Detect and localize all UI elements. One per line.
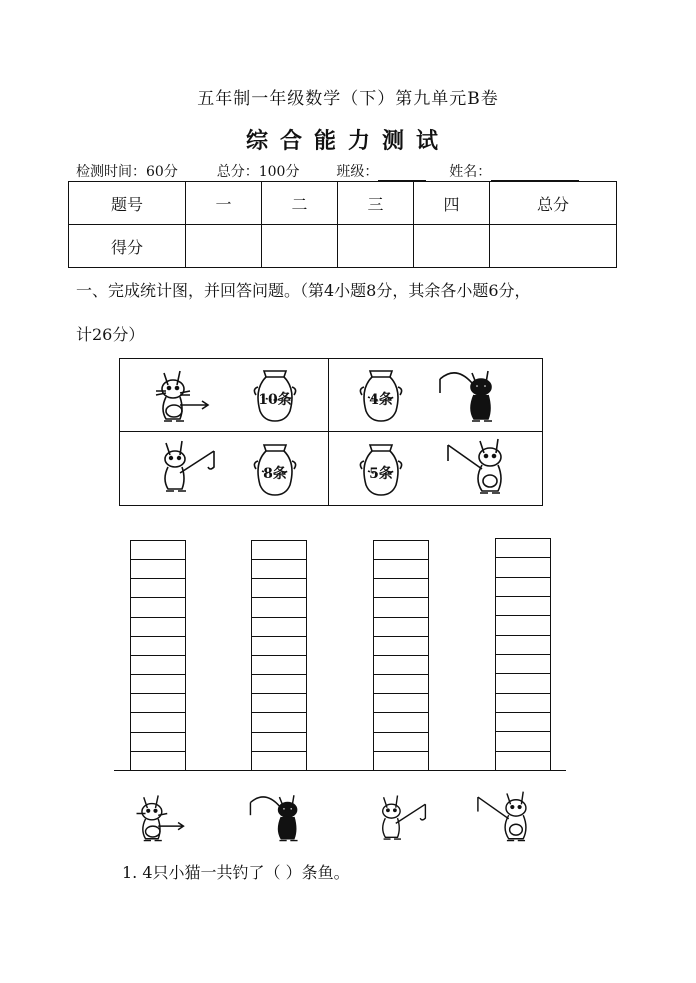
- bar-column-3[interactable]: [373, 540, 429, 771]
- bar-grid-cell[interactable]: [252, 694, 306, 713]
- header-cell-total: 总分: [490, 182, 617, 225]
- header-cell-3: 三: [338, 182, 414, 225]
- question1-line1: 一、完成统计图，并回答问题。（第4小题8分，其余各小题6分，: [76, 281, 531, 300]
- bar-grid-cell[interactable]: [252, 579, 306, 598]
- cat-fishing-rod-icon: [244, 788, 304, 846]
- bar-grid-cell[interactable]: [374, 694, 428, 713]
- class-label: 班级：: [336, 164, 379, 180]
- exam-title: 综合能力测试: [245, 128, 450, 154]
- bar-grid-cell[interactable]: [131, 637, 185, 656]
- cat-fishing-rod-icon: [446, 435, 512, 499]
- bar-column-2[interactable]: [251, 540, 307, 771]
- bar-grid-cell[interactable]: [252, 637, 306, 656]
- bar-grid-cell[interactable]: [131, 579, 185, 598]
- bar-grid-cell[interactable]: [496, 655, 550, 674]
- name-label: 姓名：: [449, 164, 492, 180]
- bar-grid-cell[interactable]: [496, 732, 550, 751]
- bar-grid-cell[interactable]: [374, 618, 428, 637]
- jar-label-1: 10条: [258, 392, 292, 408]
- name-blank[interactable]: [491, 166, 579, 181]
- header-cell-4: 四: [414, 182, 490, 225]
- score-cell-4[interactable]: [414, 225, 490, 268]
- bar-grid-cell[interactable]: [496, 616, 550, 635]
- bar-grid-cell[interactable]: [131, 598, 185, 617]
- bar-grid-cell[interactable]: [252, 541, 306, 560]
- bar-grid-cell[interactable]: [496, 558, 550, 577]
- bar-grid-cell[interactable]: [496, 539, 550, 558]
- bar-grid-cell[interactable]: [496, 674, 550, 693]
- cat-fishing-rod-icon: [474, 788, 538, 846]
- total-label: 总分：100分: [216, 164, 300, 180]
- exam-info-line: [76, 161, 579, 181]
- bar-grid-cell[interactable]: [374, 637, 428, 656]
- cat-fishing-rod-icon: [154, 437, 218, 499]
- bar-grid-cell[interactable]: [131, 618, 185, 637]
- bar-grid-cell[interactable]: [374, 713, 428, 732]
- exam-subtitle: 五年制一年级数学（下）第九单元B卷: [197, 89, 499, 109]
- bar-grid-cell[interactable]: [252, 713, 306, 732]
- bar-grid-cell[interactable]: [374, 733, 428, 752]
- bar-grid-cell[interactable]: [131, 752, 185, 771]
- cat-fishing-rod-icon: [370, 792, 432, 846]
- bar-grid-cell[interactable]: [374, 541, 428, 560]
- bar-column-1[interactable]: [130, 540, 186, 771]
- bar-grid-cell[interactable]: [252, 656, 306, 675]
- bar-grid-cell[interactable]: [374, 598, 428, 617]
- bar-grid-cell[interactable]: [131, 541, 185, 560]
- score-cell-3[interactable]: [338, 225, 414, 268]
- bar-grid-cell[interactable]: [131, 713, 185, 732]
- score-table-header-row: [69, 182, 617, 225]
- bar-grid-cell[interactable]: [374, 560, 428, 579]
- bar-grid-cell[interactable]: [496, 636, 550, 655]
- bar-grid-cell[interactable]: [374, 752, 428, 771]
- cat-holding-fish-icon: [128, 790, 192, 846]
- score-cell-total[interactable]: [490, 225, 617, 268]
- jar-label-2: 4条: [369, 392, 393, 408]
- header-cell-2: 二: [262, 182, 338, 225]
- score-table: [68, 181, 617, 268]
- time-label: 检测时间：60分: [76, 164, 178, 180]
- score-cell-1[interactable]: [186, 225, 262, 268]
- cat-fishing-rod-icon: [436, 363, 496, 427]
- bar-grid-cell[interactable]: [496, 752, 550, 771]
- cats-jars-picture-box: [119, 358, 543, 506]
- header-cell-question: 题号: [69, 182, 186, 225]
- jar-label-3: 8条: [263, 466, 287, 482]
- score-cell-2[interactable]: [262, 225, 338, 268]
- picture-divider-h: [120, 431, 542, 432]
- bar-grid-cell[interactable]: [252, 733, 306, 752]
- bar-grid-cell[interactable]: [131, 560, 185, 579]
- bar-grid-cell[interactable]: [252, 752, 306, 771]
- bar-grid-cell[interactable]: [252, 560, 306, 579]
- score-table-score-row: [69, 225, 617, 268]
- bar-grid-cell[interactable]: [252, 675, 306, 694]
- bar-grid-cell[interactable]: [252, 598, 306, 617]
- bar-grid-cell[interactable]: [374, 656, 428, 675]
- bar-grid-cell[interactable]: [496, 578, 550, 597]
- bar-grid-cell[interactable]: [131, 694, 185, 713]
- bar-grid-cell[interactable]: [374, 675, 428, 694]
- class-blank[interactable]: [378, 166, 426, 181]
- chart-baseline: [114, 770, 566, 771]
- bar-grid-cell[interactable]: [131, 733, 185, 752]
- bar-grid-cell[interactable]: [374, 579, 428, 598]
- jar-label-4: 5条: [369, 466, 393, 482]
- score-row-label: 得分: [69, 225, 186, 268]
- bar-grid-cell[interactable]: [496, 713, 550, 732]
- header-cell-1: 一: [186, 182, 262, 225]
- bar-grid-cell[interactable]: [496, 597, 550, 616]
- bar-grid-cell[interactable]: [131, 675, 185, 694]
- picture-divider-v: [328, 359, 329, 505]
- bar-grid-cell[interactable]: [131, 656, 185, 675]
- bar-column-4[interactable]: [495, 538, 551, 771]
- bar-grid-cell[interactable]: [496, 694, 550, 713]
- question1-line2: 计26分）: [76, 325, 145, 344]
- cat-holding-fish-icon: [150, 365, 214, 427]
- bar-grid-cell[interactable]: [252, 618, 306, 637]
- sub-question-1: 1. 4只小猫一共钓了（ ）条鱼。: [122, 863, 350, 882]
